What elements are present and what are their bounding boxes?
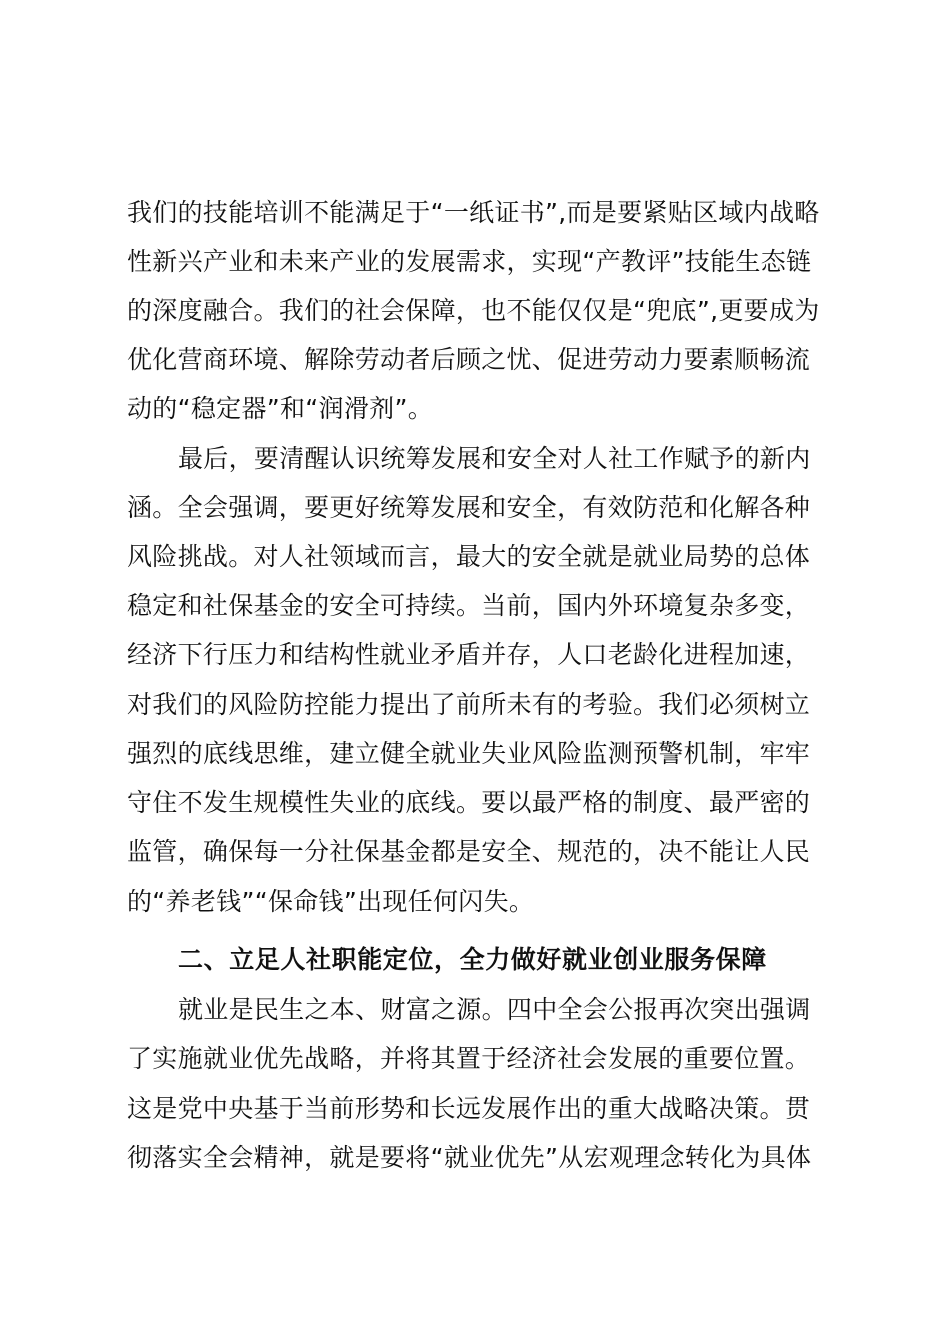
paragraph-line: 对我们的风险防控能力提出了前所未有的考验。我们必须树立 xyxy=(127,690,811,719)
paragraph-first-line: 最后，要清醒认识统筹发展和安全对人社工作赋予的新内 xyxy=(178,444,811,473)
paragraph-line: 风险挑战。对人社领域而言，最大的安全就是就业局势的总体 xyxy=(127,542,811,571)
paragraph-line: 涵。全会强调，要更好统筹发展和安全，有效防范和化解各种 xyxy=(127,493,811,522)
paragraph-line: 我们的技能培训不能满足于“一纸证书”,而是要紧贴区域内战略 xyxy=(127,198,820,227)
paragraph-line: 强烈的底线思维，建立健全就业失业风险监测预警机制，牢牢 xyxy=(127,739,811,768)
paragraph-line: 的深度融合。我们的社会保障，也不能仅仅是“兜底”,更要成为 xyxy=(127,296,820,325)
section-heading: 二、立足人社职能定位，全力做好就业创业服务保障 xyxy=(178,945,767,974)
paragraph-line: 监管，确保每一分社保基金都是安全、规范的，决不能让人民 xyxy=(127,837,811,866)
paragraph-line: 优化营商环境、解除劳动者后顾之忧、促进劳动力要素顺畅流 xyxy=(127,345,811,374)
paragraph-line: 性新兴产业和未来产业的发展需求，实现“产教评”技能生态链 xyxy=(127,247,812,276)
paragraph-line: 稳定和社保基金的安全可持续。当前，国内外环境复杂多变， xyxy=(127,591,811,620)
paragraph-line: 动的“稳定器”和“润滑剂”。 xyxy=(127,394,434,423)
paragraph-line: 守住不发生规模性失业的底线。要以最严格的制度、最严密的 xyxy=(127,788,811,817)
paragraph-line: 经济下行压力和结构性就业矛盾并存，人口老龄化进程加速， xyxy=(127,640,811,669)
paragraph-line: 的“养老钱”“保命钱”出现任何闪失。 xyxy=(127,887,535,916)
paragraph-line: 彻落实全会精神，就是要将“就业优先”从宏观理念转化为具体 xyxy=(127,1143,812,1172)
paragraph-line: 了实施就业优先战略，并将其置于经济社会发展的重要位置。 xyxy=(127,1044,811,1073)
paragraph-first-line: 就业是民生之本、财富之源。四中全会公报再次突出强调 xyxy=(178,995,811,1024)
paragraph-line: 这是党中央基于当前形势和长远发展作出的重大战略决策。贯 xyxy=(127,1094,811,1123)
